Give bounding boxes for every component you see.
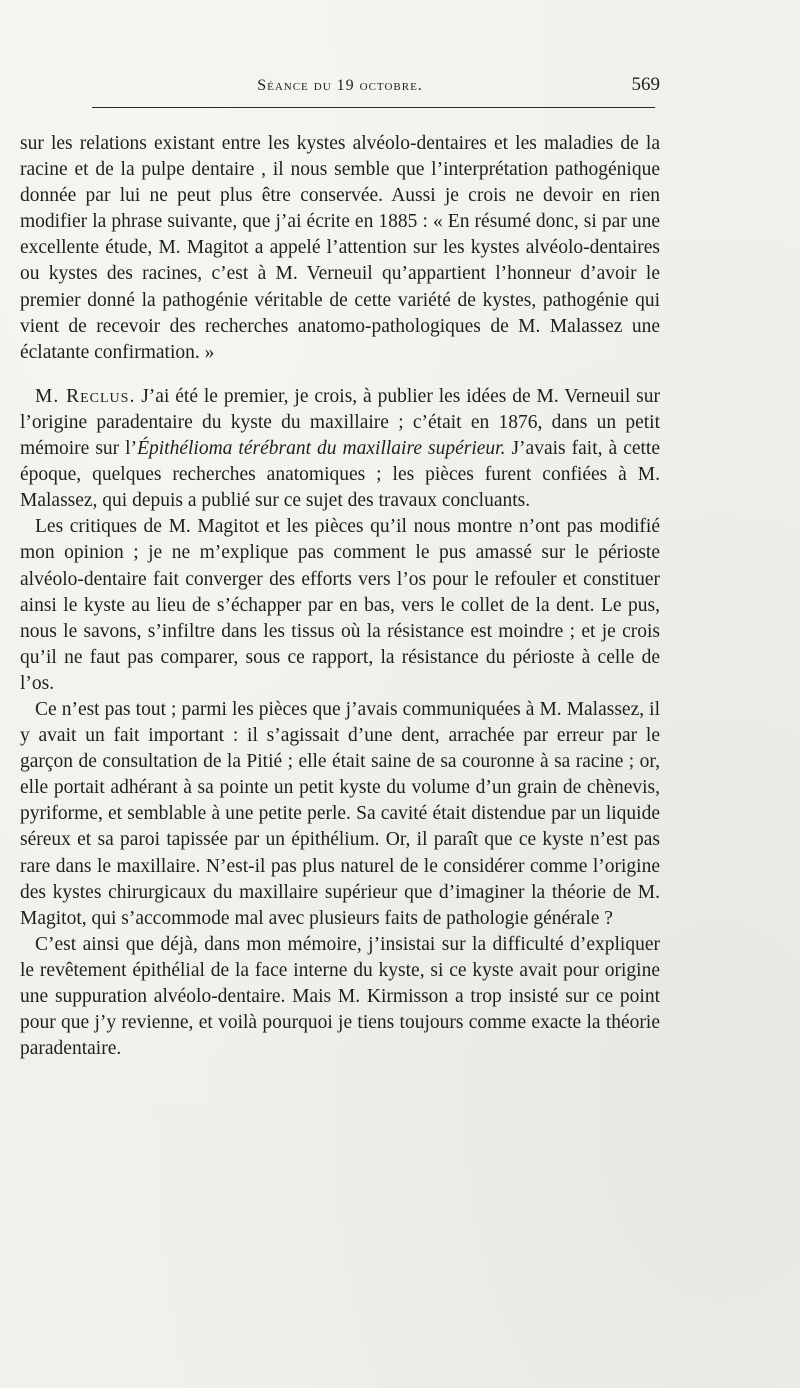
paragraph-2-text-before: J’ai été le premier, je crois, à publier les idées de M. Verneuil sur l’origine paradentaire du kyste du maxillaire ; c’était en 1876, dans un petit mémoire sur l’ [20,385,661,460]
paragraph-5: C’est ainsi que déjà, dans mon mémoire, j’insistai sur la difficulté d’expliquer le revêtement épithélial de la face interne du kyste, si ce kyste avait pour origine une suppuration alvéolo-dentaire. Mais M. Kirmisson a trop insisté sur ce point pour que j’y revienne, et voilà pourquoi je tiens toujours comme exacte la théorie paradentaire. [20,933,660,1060]
paragraph-4: Ce n’est pas tout ; parmi les pièces que j’avais communiquées à M. Malassez, il y avait un fait important : il s’agissait d’une dent, arrachée par erreur par le garçon de consultation de la Pitié ; elle était saine de sa couronne à sa racine ; or, elle portait adhérant à sa pointe un petit kyste du volume d’un grain de chènevis, pyriforme, et semblable à une petite perle. Sa cavité était distendue par un liquide séreux et sa paroi tapissée par un épithélium. Or, il paraît que ce kyste n’est pas rare dans le maxillaire. N’est-il pas plus naturel de le considérer comme l’origine des kystes chirurgicaux du maxillaire supérieur que d’imaginer la théorie de M. Magitot, qui s’accommode mal avec plusieurs faits de pathologie générale ? [20,698,660,929]
page-number: 569 [631,74,660,95]
paragraph-2-text-after: J’avais fait, à cette époque, quelques recherches anatomiques ; les pièces furent confiées à M. Malassez, qui depuis a publié sur ce sujet des travaux concluants. [20,438,660,512]
header-rule [92,107,655,108]
running-head [20,74,660,100]
body-text [20,131,660,1062]
speaker-name: M. Reclus. [35,385,136,407]
paragraph-2-italic-title: Épithélioma térébrant du maxillaire supérieur. [137,438,506,460]
paragraph-1: sur les relations existant entre les kystes alvéolo-dentaires et les maladies de la racine et de la pulpe dentaire , il nous semble que l’interprétation pathogénique donnée par lui ne peut plus être conservée. Aussi je crois ne devoir en rien modifier la phrase suivante, que j’ai écrite en 1885 : « En résumé donc, si par une excellente étude, M. Magitot a appelé l’attention sur les kystes alvéolo-dentaires ou kystes des racines, c’est à M. Verneuil qu’appartient l’honneur d’avoir le premier donné la pathogénie véritable de cette variété de kystes, pathogénie qui vient de recevoir des recherches anatomo-pathologiques de M. Malassez une éclatante confirmation. » [20,133,660,363]
running-title: Séance du 19 octobre. [257,77,423,94]
paragraph-3: Les critiques de M. Magitot et les pièces qu’il nous montre n’ont pas modifié mon opinion ; je ne m’explique pas comment le pus amassé sur le périoste alvéolo-dentaire fait converger des efforts vers l’os pour le refouler et constituer ainsi le kyste au lieu de s’échapper par en bas, vers le collet de la dent. Le pus, nous le savons, s’infiltre dans les tissus où la résistance est moindre ; et je crois qu’il ne faut pas comparer, sous ce rapport, la résistance du périoste à celle de l’os. [20,516,660,694]
paragraph-2 [20,384,660,514]
